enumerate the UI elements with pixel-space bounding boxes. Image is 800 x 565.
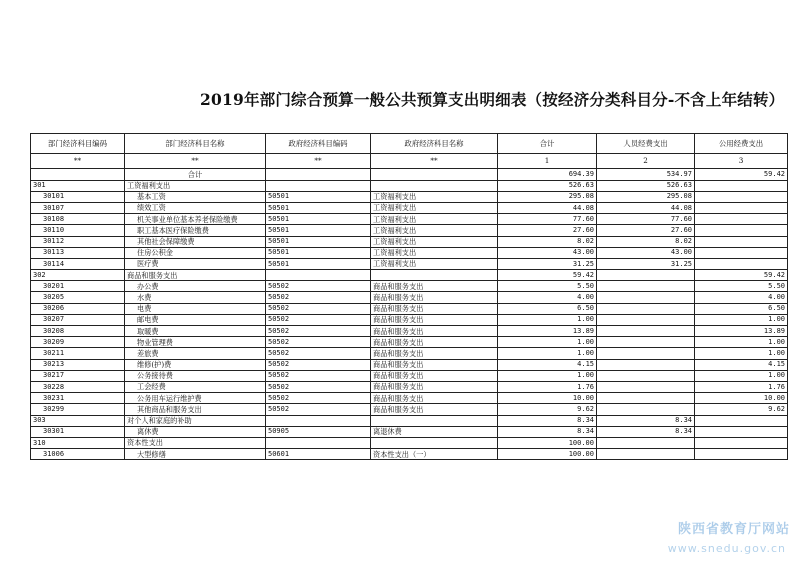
cell-dept-name: 其他社会保障缴费 — [125, 236, 266, 247]
cell-dept-code: 30299 — [31, 404, 125, 415]
table-row — [31, 180, 788, 191]
cell-public: 1.00 — [695, 348, 788, 359]
cell-dept-code: 30211 — [31, 348, 125, 359]
cell-public — [695, 191, 788, 202]
cell-gov-name: 商品和服务支出 — [371, 370, 498, 381]
site-watermark: 陕西省教育厅网站 — [677, 522, 790, 537]
col-header-gov-code: 政府经济科目编码 — [266, 134, 371, 154]
cell-total: 13.89 — [498, 326, 597, 337]
col-header-dept-name: 部门经济科目名称 — [125, 134, 266, 154]
cell-gov-name — [371, 270, 498, 281]
cell-dept-name: 水费 — [125, 292, 266, 303]
page-title: 2019年部门综合预算一般公共预算支出明细表（按经济分类科目分-不含上年结转） — [200, 90, 785, 109]
cell-public: 59.42 — [695, 169, 788, 181]
cell-gov-code: 50502 — [266, 337, 371, 348]
cell-dept-code: 303 — [31, 415, 125, 426]
cell-personnel: 8.34 — [597, 415, 695, 426]
cell-gov-name: 商品和服务支出 — [371, 381, 498, 392]
cell-public: 4.15 — [695, 359, 788, 370]
cell-total: 31.25 — [498, 258, 597, 269]
cell-gov-name — [371, 437, 498, 448]
cell-personnel — [597, 404, 695, 415]
cell-dept-name: 公务用车运行维护费 — [125, 393, 266, 404]
subheader-cell: 2 — [597, 154, 695, 169]
cell-gov-name: 商品和服务支出 — [371, 359, 498, 370]
cell-personnel — [597, 437, 695, 448]
cell-dept-name: 大型修缮 — [125, 449, 266, 460]
cell-dept-code: 30201 — [31, 281, 125, 292]
cell-public: 10.00 — [695, 393, 788, 404]
cell-public — [695, 449, 788, 460]
cell-public — [695, 247, 788, 258]
cell-gov-name — [371, 180, 498, 191]
cell-total: 1.00 — [498, 314, 597, 325]
cell-gov-code — [266, 169, 371, 181]
cell-gov-name — [371, 169, 498, 181]
cell-dept-code: 30206 — [31, 303, 125, 314]
cell-total: 27.60 — [498, 225, 597, 236]
cell-dept-name: 住房公积金 — [125, 247, 266, 258]
cell-total: 8.34 — [498, 415, 597, 426]
table-row — [31, 370, 788, 381]
cell-total: 8.34 — [498, 426, 597, 437]
cell-dept-code: 30209 — [31, 337, 125, 348]
cell-public: 1.00 — [695, 337, 788, 348]
cell-gov-name: 商品和服务支出 — [371, 337, 498, 348]
cell-gov-code: 50502 — [266, 281, 371, 292]
cell-dept-code: 30217 — [31, 370, 125, 381]
cell-dept-name: 基本工资 — [125, 191, 266, 202]
cell-gov-name: 商品和服务支出 — [371, 314, 498, 325]
cell-gov-name: 资本性支出（一） — [371, 449, 498, 460]
cell-gov-name: 工资福利支出 — [371, 258, 498, 269]
cell-dept-name: 其他商品和服务支出 — [125, 404, 266, 415]
cell-personnel: 27.60 — [597, 225, 695, 236]
cell-personnel — [597, 381, 695, 392]
cell-dept-code: 302 — [31, 270, 125, 281]
cell-gov-code: 50502 — [266, 303, 371, 314]
cell-public: 1.76 — [695, 381, 788, 392]
cell-gov-code: 50501 — [266, 191, 371, 202]
cell-total: 10.00 — [498, 393, 597, 404]
table-subheader-row — [31, 154, 788, 169]
cell-dept-name: 合计 — [125, 169, 266, 181]
cell-dept-code: 30231 — [31, 393, 125, 404]
cell-gov-code: 50502 — [266, 404, 371, 415]
table-header-row — [31, 134, 788, 154]
cell-dept-code: 30301 — [31, 426, 125, 437]
cell-total: 44.08 — [498, 202, 597, 213]
cell-dept-name: 维修(护)费 — [125, 359, 266, 370]
cell-personnel — [597, 314, 695, 325]
cell-dept-code: 30228 — [31, 381, 125, 392]
table-row — [31, 437, 788, 448]
table-row — [31, 214, 788, 225]
cell-public — [695, 214, 788, 225]
cell-personnel — [597, 303, 695, 314]
subheader-cell: 3 — [695, 154, 788, 169]
cell-gov-code: 50502 — [266, 370, 371, 381]
cell-dept-code: 30101 — [31, 191, 125, 202]
cell-gov-name: 商品和服务支出 — [371, 281, 498, 292]
cell-personnel — [597, 270, 695, 281]
cell-total: 295.08 — [498, 191, 597, 202]
cell-gov-code: 50502 — [266, 348, 371, 359]
table-row — [31, 449, 788, 460]
cell-dept-name: 办公费 — [125, 281, 266, 292]
cell-gov-name: 工资福利支出 — [371, 247, 498, 258]
cell-total: 100.00 — [498, 449, 597, 460]
table-row — [31, 404, 788, 415]
cell-public — [695, 415, 788, 426]
cell-personnel — [597, 359, 695, 370]
table-row — [31, 393, 788, 404]
cell-total: 100.00 — [498, 437, 597, 448]
cell-gov-name: 商品和服务支出 — [371, 292, 498, 303]
table-row — [31, 303, 788, 314]
cell-total: 9.62 — [498, 404, 597, 415]
cell-dept-code: 30207 — [31, 314, 125, 325]
cell-gov-code: 50601 — [266, 449, 371, 460]
table-row — [31, 337, 788, 348]
cell-dept-code: 30110 — [31, 225, 125, 236]
cell-public — [695, 258, 788, 269]
cell-gov-name: 工资福利支出 — [371, 236, 498, 247]
cell-personnel — [597, 449, 695, 460]
col-header-dept-code: 部门经济科目编码 — [31, 134, 125, 154]
col-header-total: 合计 — [498, 134, 597, 154]
table-row — [31, 292, 788, 303]
cell-gov-name: 商品和服务支出 — [371, 326, 498, 337]
cell-dept-name: 商品和服务支出 — [125, 270, 266, 281]
cell-public: 13.89 — [695, 326, 788, 337]
cell-dept-name: 邮电费 — [125, 314, 266, 325]
table-row — [31, 191, 788, 202]
subheader-cell: 1 — [498, 154, 597, 169]
table-row — [31, 348, 788, 359]
cell-gov-code: 50501 — [266, 236, 371, 247]
cell-personnel — [597, 370, 695, 381]
cell-gov-code — [266, 270, 371, 281]
table-row — [31, 326, 788, 337]
cell-total: 77.60 — [498, 214, 597, 225]
subheader-cell: ** — [125, 154, 266, 169]
cell-gov-name: 离退休费 — [371, 426, 498, 437]
table-row — [31, 359, 788, 370]
subheader-cell: ** — [31, 154, 125, 169]
cell-gov-name: 商品和服务支出 — [371, 393, 498, 404]
cell-public — [695, 180, 788, 191]
cell-dept-code: 30112 — [31, 236, 125, 247]
budget-table — [30, 133, 788, 460]
table-row — [31, 281, 788, 292]
cell-public — [695, 426, 788, 437]
cell-dept-name: 资本性支出 — [125, 437, 266, 448]
cell-gov-name: 商品和服务支出 — [371, 404, 498, 415]
cell-dept-name: 电费 — [125, 303, 266, 314]
cell-personnel: 295.08 — [597, 191, 695, 202]
table-row — [31, 258, 788, 269]
cell-dept-name: 工会经费 — [125, 381, 266, 392]
table-row — [31, 202, 788, 213]
table-row — [31, 247, 788, 258]
cell-personnel: 44.08 — [597, 202, 695, 213]
cell-gov-name: 工资福利支出 — [371, 214, 498, 225]
cell-gov-code: 50502 — [266, 359, 371, 370]
cell-gov-code: 50501 — [266, 247, 371, 258]
cell-total: 1.00 — [498, 348, 597, 359]
cell-total: 4.15 — [498, 359, 597, 370]
cell-gov-code: 50502 — [266, 292, 371, 303]
cell-personnel: 77.60 — [597, 214, 695, 225]
cell-public: 1.00 — [695, 370, 788, 381]
cell-gov-code: 50905 — [266, 426, 371, 437]
cell-public: 59.42 — [695, 270, 788, 281]
cell-personnel: 534.97 — [597, 169, 695, 181]
total-row — [31, 169, 788, 181]
site-watermark-url: www.snedu.gov.cn — [667, 542, 786, 555]
cell-total: 526.63 — [498, 180, 597, 191]
cell-dept-code: 310 — [31, 437, 125, 448]
cell-public: 4.00 — [695, 292, 788, 303]
cell-dept-name: 职工基本医疗保险缴费 — [125, 225, 266, 236]
cell-personnel — [597, 337, 695, 348]
cell-dept-code: 301 — [31, 180, 125, 191]
cell-gov-name: 工资福利支出 — [371, 225, 498, 236]
cell-gov-code: 50502 — [266, 326, 371, 337]
cell-dept-name: 取暖费 — [125, 326, 266, 337]
cell-gov-code: 50502 — [266, 393, 371, 404]
cell-gov-code: 50502 — [266, 381, 371, 392]
cell-gov-code: 50501 — [266, 214, 371, 225]
cell-dept-name: 离休费 — [125, 426, 266, 437]
cell-total: 8.02 — [498, 236, 597, 247]
cell-dept-code: 30108 — [31, 214, 125, 225]
cell-gov-code: 50502 — [266, 314, 371, 325]
cell-personnel — [597, 292, 695, 303]
table-row — [31, 270, 788, 281]
subheader-cell: ** — [266, 154, 371, 169]
cell-dept-name: 机关事业单位基本养老保险缴费 — [125, 214, 266, 225]
cell-public — [695, 236, 788, 247]
cell-dept-name: 绩效工资 — [125, 202, 266, 213]
cell-public: 1.00 — [695, 314, 788, 325]
col-header-gov-name: 政府经济科目名称 — [371, 134, 498, 154]
col-header-public: 公用经费支出 — [695, 134, 788, 154]
cell-personnel — [597, 281, 695, 292]
cell-public: 6.50 — [695, 303, 788, 314]
cell-gov-name — [371, 415, 498, 426]
cell-personnel — [597, 393, 695, 404]
cell-total: 694.39 — [498, 169, 597, 181]
cell-gov-code: 50501 — [266, 258, 371, 269]
cell-dept-code: 30113 — [31, 247, 125, 258]
cell-dept-code — [31, 169, 125, 181]
cell-personnel: 8.02 — [597, 236, 695, 247]
cell-dept-code: 30107 — [31, 202, 125, 213]
cell-gov-name: 商品和服务支出 — [371, 348, 498, 359]
cell-dept-name: 物业管理费 — [125, 337, 266, 348]
cell-total: 5.50 — [498, 281, 597, 292]
cell-personnel: 526.63 — [597, 180, 695, 191]
cell-dept-name: 差旅费 — [125, 348, 266, 359]
cell-total: 6.50 — [498, 303, 597, 314]
cell-total: 1.00 — [498, 337, 597, 348]
cell-dept-code: 30205 — [31, 292, 125, 303]
table-row — [31, 236, 788, 247]
cell-total: 1.76 — [498, 381, 597, 392]
cell-public: 5.50 — [695, 281, 788, 292]
cell-personnel — [597, 326, 695, 337]
cell-total: 1.00 — [498, 370, 597, 381]
cell-personnel — [597, 348, 695, 359]
cell-dept-code: 31006 — [31, 449, 125, 460]
cell-dept-name: 公务接待费 — [125, 370, 266, 381]
cell-dept-code: 30208 — [31, 326, 125, 337]
cell-total: 59.42 — [498, 270, 597, 281]
col-header-personnel: 人员经费支出 — [597, 134, 695, 154]
cell-gov-code: 50501 — [266, 225, 371, 236]
cell-total: 43.00 — [498, 247, 597, 258]
cell-gov-name: 工资福利支出 — [371, 191, 498, 202]
cell-dept-name: 对个人和家庭的补助 — [125, 415, 266, 426]
cell-personnel: 8.34 — [597, 426, 695, 437]
subheader-cell: ** — [371, 154, 498, 169]
cell-gov-code — [266, 180, 371, 191]
cell-gov-name: 商品和服务支出 — [371, 303, 498, 314]
table-row — [31, 225, 788, 236]
cell-personnel: 43.00 — [597, 247, 695, 258]
cell-public — [695, 202, 788, 213]
cell-dept-name: 工资福利支出 — [125, 180, 266, 191]
cell-public: 9.62 — [695, 404, 788, 415]
cell-gov-code: 50501 — [266, 202, 371, 213]
cell-gov-code — [266, 437, 371, 448]
cell-dept-code: 30114 — [31, 258, 125, 269]
cell-public — [695, 225, 788, 236]
table-row — [31, 426, 788, 437]
cell-gov-name: 工资福利支出 — [371, 202, 498, 213]
cell-personnel: 31.25 — [597, 258, 695, 269]
table-row — [31, 381, 788, 392]
cell-dept-code: 30213 — [31, 359, 125, 370]
cell-public — [695, 437, 788, 448]
cell-dept-name: 医疗费 — [125, 258, 266, 269]
table-row — [31, 314, 788, 325]
cell-gov-code — [266, 415, 371, 426]
table-row — [31, 415, 788, 426]
cell-total: 4.00 — [498, 292, 597, 303]
